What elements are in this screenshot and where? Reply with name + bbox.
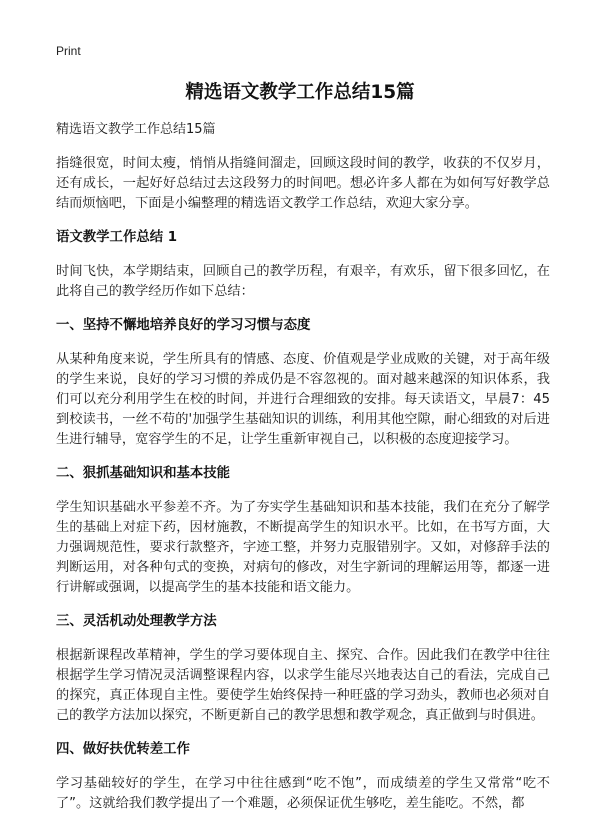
section-heading: 四、做好扶优转差工作 <box>56 742 190 757</box>
section-paragraph: 学习基础较好的学生，在学习中往往感到“吃不饱”，而成绩差的学生又常常“吃不了”。这就给我们教学提出了一个难题，必须保证优生够吃，差生能吃。不然，都 <box>56 776 550 811</box>
section-tutoring <box>56 740 550 814</box>
article-subtitle: 精选语文教学工作总结15篇 <box>56 122 216 137</box>
section-paragraph: 学生知识基础水平参差不齐。为了夯实学生基础知识和基本技能，我们在充分了解学生的基础上对症下药，因材施教，不断提高学生的知识水平。比如，在书写方面，大力强调规范性，要求行款整齐，字迹工整，并努力克服错别字。又如，对修辞手法的判断运用，对各种句式的变换，对病句的修改，对生字新词的理解运用等，都逐一进行讲解或强调，以提高学生的基本技能和语文能力。 <box>56 500 550 595</box>
section-learning-habits <box>56 316 550 450</box>
section-heading: 一、坚持不懈地培养良好的学习习惯与态度 <box>56 318 311 333</box>
section-summary-1 <box>56 228 550 302</box>
section-paragraph: 从某种角度来说，学生所具有的情感、态度、价值观是学业成败的关键，对于高年级的学生来说，良好的学习习惯的养成仍是不容忽视的。面对越来越深的知识体系，我们可以充分利用学生在校的时间，并进行合理细致的安排。每天读语文，早晨7：45到校读书，一丝不苟的'加强学生基础知识的训练，利用其他空隙，耐心细致的对后进生进行辅导，宽容学生的不足，让学生重新审视自己，以积极的态度迎接学习。 <box>56 352 550 447</box>
section-paragraph: 根据新课程改革精神，学生的学习要体现自主、探究、合作。因此我们在教学中往往根据学生学习情况灵活调整课程内容，以求学生能尽兴地表达自己的看法，完成自己的探究，真正体现自主性。要使学生始终保持一种旺盛的学习劲头，教师也必须对自己的教学方法加以探究，不断更新自己的教学思想和教学观念，真正做到与时俱进。 <box>56 648 550 723</box>
section-basic-skills <box>56 464 550 598</box>
section-heading: 二、狠抓基础知识和基本技能 <box>56 466 231 481</box>
section-heading: 三、灵活机动处理教学方法 <box>56 614 217 629</box>
section-paragraph: 时间飞快，本学期结束，回顾自己的教学历程，有艰辛，有欢乐，留下很多回忆，在此将自己的教学经历作如下总结： <box>56 264 550 299</box>
page-title: 精选语文教学工作总结15篇 <box>185 82 415 103</box>
section-teaching-methods <box>56 612 550 726</box>
section-heading: 语文教学工作总结 1 <box>56 230 178 245</box>
article-body <box>56 120 550 828</box>
print-link[interactable]: Print <box>56 44 81 58</box>
intro-paragraph: 指缝很宽，时间太瘦，悄悄从指缝间溜走，回顾这段时间的教学，收获的不仅岁月，还有成长，一起好好总结过去这段努力的时间吧。想必许多人都在为如何写好教学总结而烦恼吧，下面是小编整理的精选语文教学工作总结，欢迎大家分享。 <box>56 156 550 211</box>
